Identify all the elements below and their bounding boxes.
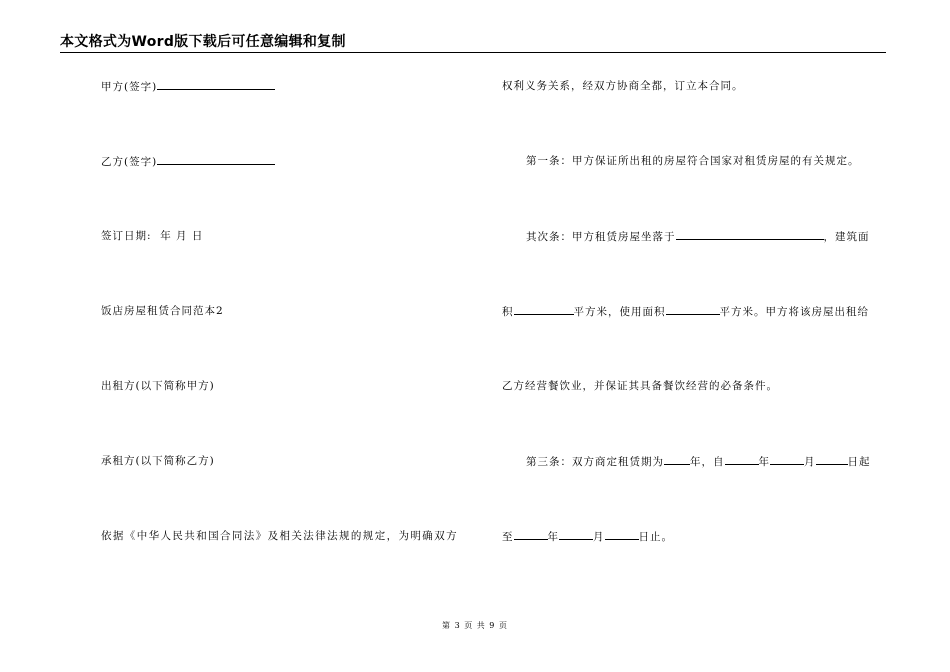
area-prefix: 积 bbox=[502, 306, 514, 318]
until-end: 日止。 bbox=[638, 531, 673, 543]
until-line bbox=[502, 529, 673, 544]
party-b-signature-line bbox=[101, 154, 275, 169]
building-area-blank bbox=[514, 304, 574, 315]
party-b-signature-blank bbox=[157, 154, 275, 165]
party-a-signature-blank bbox=[157, 79, 275, 90]
lessee-line: 承租方(以下简称乙方) bbox=[101, 455, 215, 467]
area-line bbox=[502, 304, 869, 319]
end-year-blank bbox=[514, 529, 548, 540]
article-3-day-from: 日起 bbox=[847, 456, 871, 468]
lease-years-blank bbox=[664, 454, 690, 465]
article-3-year: 年，自 bbox=[690, 456, 725, 468]
article-1: 第一条：甲方保证所出租的房屋符合国家对租赁房屋的有关规定。 bbox=[526, 155, 860, 167]
location-blank bbox=[676, 229, 824, 240]
until-prefix: 至 bbox=[502, 531, 514, 543]
start-year-blank bbox=[725, 454, 759, 465]
page-number: 第 3 页 共 9 页 bbox=[442, 621, 508, 630]
end-day-blank bbox=[605, 529, 639, 540]
area-mid: 平方米，使用面积 bbox=[573, 306, 666, 318]
start-month-blank bbox=[770, 454, 804, 465]
end-month-blank bbox=[559, 529, 593, 540]
until-year: 年 bbox=[547, 531, 559, 543]
contract-title: 饭店房屋租赁合同范本2 bbox=[101, 305, 224, 317]
lessor-line: 出租方(以下简称甲方) bbox=[101, 380, 215, 392]
usable-area-blank bbox=[666, 304, 720, 315]
article-2-prefix: 其次条：甲方租赁房屋坐落于 bbox=[526, 231, 676, 243]
page-header bbox=[60, 34, 886, 53]
area-suffix: 平方米。甲方将该房屋出租给 bbox=[719, 306, 869, 318]
until-month: 月 bbox=[593, 531, 605, 543]
article-3-line bbox=[526, 454, 871, 469]
article-2-line bbox=[526, 229, 870, 244]
rights-line: 权利义务关系，经双方协商全都，订立本合同。 bbox=[502, 80, 744, 92]
basis-paragraph: 依据《中华人民共和国合同法》及相关法律法规的规定，为明确双方 bbox=[101, 530, 458, 542]
use-line: 乙方经营餐饮业，并保证其具备餐饮经营的必备条件。 bbox=[502, 380, 778, 392]
party-b-sign-label: 乙方(签字) bbox=[101, 156, 158, 168]
sign-date: 签订日期: 年 月 日 bbox=[101, 230, 204, 242]
article-2-suffix: ，建筑面 bbox=[823, 231, 870, 243]
start-day-blank bbox=[816, 454, 848, 465]
party-a-sign-label: 甲方(签字) bbox=[101, 81, 158, 93]
header-title: 本文格式为Word版下载后可任意编辑和复制 bbox=[60, 34, 346, 50]
article-3-year2: 年 bbox=[758, 456, 770, 468]
article-3-prefix: 第三条：双方商定租赁期为 bbox=[526, 456, 664, 468]
article-3-month: 月 bbox=[804, 456, 816, 468]
party-a-signature-line bbox=[101, 79, 275, 94]
